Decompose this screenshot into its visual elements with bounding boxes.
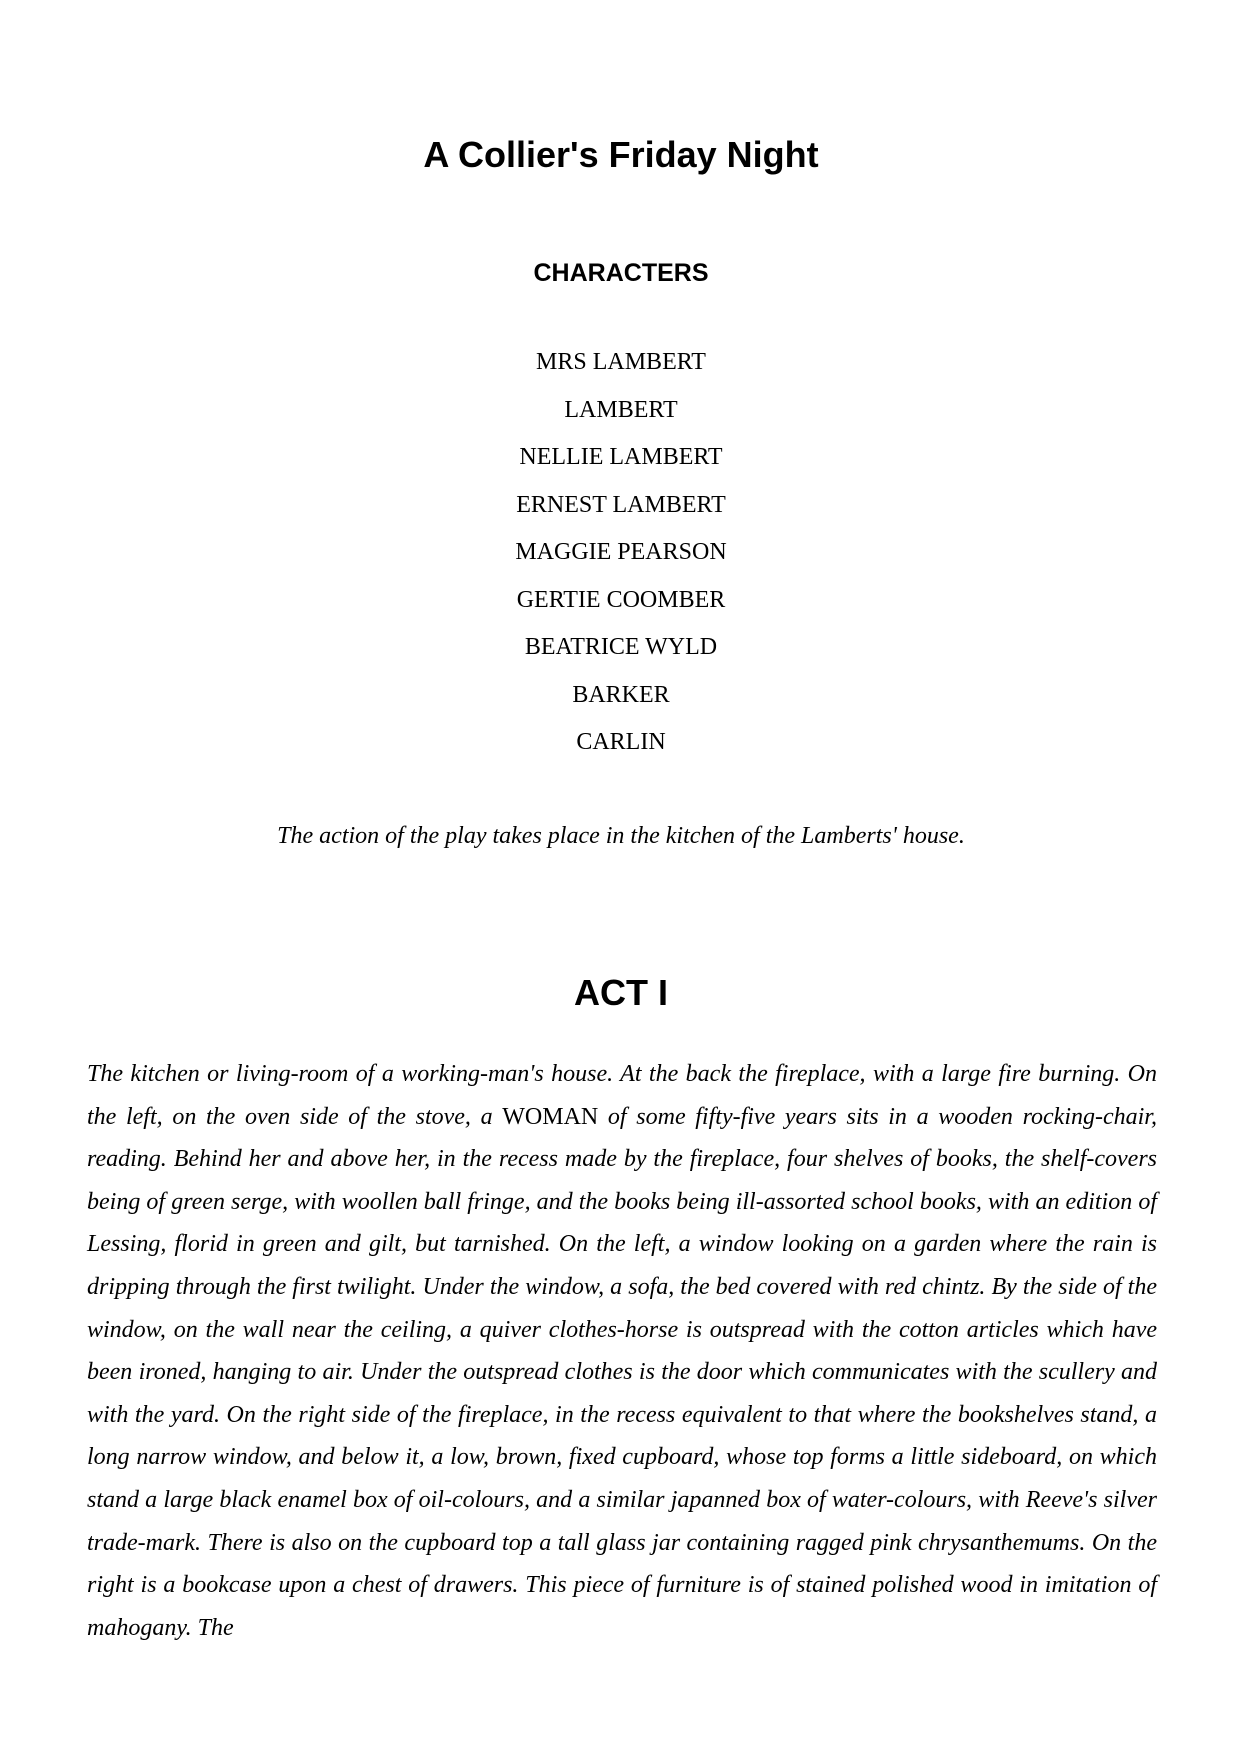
character-reference: WOMAN <box>502 1103 599 1130</box>
character-name: CARLIN <box>576 729 666 755</box>
character-name: LAMBERT <box>564 396 678 423</box>
character-name: ERNEST LAMBERT <box>516 491 726 518</box>
character-list <box>0 344 1242 772</box>
character-name: BEATRICE WYLD <box>524 634 718 660</box>
stage-direction-text: The kitchen or living-room of a working-man's house. At the back the fireplace, with a large fire burning. On the left, on the oven side of the stove, a <box>87 1061 1157 1130</box>
play-title: A Collier's Friday Night <box>423 134 819 175</box>
stage-direction-text: of some fifty-five years sits in a wooden rocking-chair, reading. Behind her and above her, in the recess made by the fireplace, four shelves of books, the shelf-covers being of green serge, with woollen ball fringe, and the books being ill-assorted school books, with an edition of Lessing, florid in green and gilt, but tarnished. On the left, a window looking on a garden where the rain is dripping through the first twilight. Under the window, a sofa, the bed covered with red chintz. By the side of the window, on the wall near the ceiling, a quiver clothes-horse is outspread with the cotton articles which have been ironed, hanging to air. Under the outspread clothes is the door which communicates with the scullery and with the yard. On the right side of the fireplace, in the recess equivalent to that where the bookshelves stand, a long narrow window, and below it, a low, brown, fixed cupboard, whose top forms a little sideboard, on which stand a large black enamel box of oil-colours, and a similar japanned box of water-colours, with Reeve's silver trade-mark. There is also on the cupboard top a tall glass jar containing ragged pink chrysanthemums. On the right is a bookcase upon a chest of drawers. This piece of furniture is of stained polished wood in imitation of mahogany. The <box>87 1103 1157 1641</box>
act-heading: ACT I <box>574 972 668 1013</box>
stage-direction-paragraph <box>87 1053 1157 1649</box>
character-name: NELLIE LAMBERT <box>519 444 723 470</box>
character-name: GERTIE COOMBER <box>516 586 726 613</box>
character-name: BARKER <box>572 681 670 708</box>
characters-heading: CHARACTERS <box>533 259 709 287</box>
character-name: MRS LAMBERT <box>536 349 706 375</box>
character-name: MAGGIE PEARSON <box>515 539 727 565</box>
setting-note: The action of the play takes place in the kitchen of the Lamberts' house. <box>277 823 965 849</box>
